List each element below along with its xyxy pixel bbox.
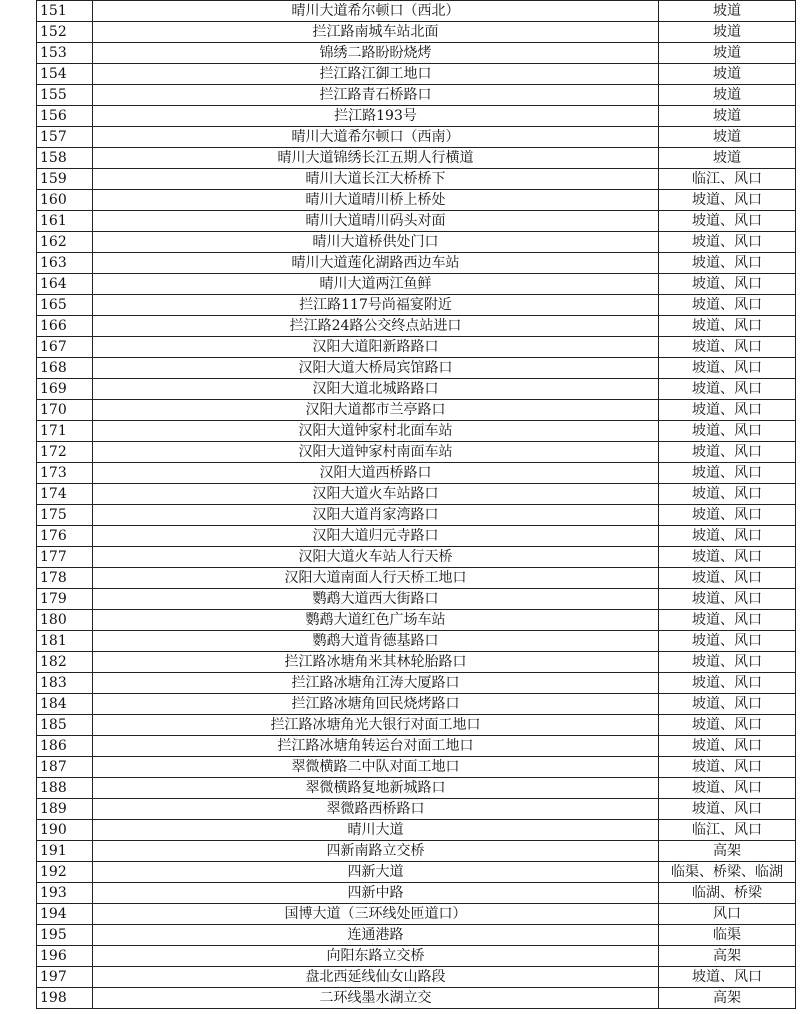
row-number: 192 [37,862,93,883]
hazard-type-cell: 坡道、风口 [659,505,796,526]
table-row [37,652,796,673]
location-cell: 晴川大道晴川桥上桥处 [93,190,659,211]
location-cell: 晴川大道 [93,820,659,841]
row-number: 181 [37,631,93,652]
table-row [37,232,796,253]
location-cell: 翠微路西桥路口 [93,799,659,820]
table-row [37,484,796,505]
table-row [37,820,796,841]
hazard-type-cell: 坡道、风口 [659,715,796,736]
hazard-type-cell: 坡道、风口 [659,778,796,799]
hazard-type-cell: 坡道、风口 [659,757,796,778]
row-number: 170 [37,400,93,421]
hazard-type-cell: 坡道 [659,64,796,85]
location-cell: 汉阳大道南面人行天桥工地口 [93,568,659,589]
row-number: 188 [37,778,93,799]
row-number: 166 [37,316,93,337]
hazard-type-cell: 高架 [659,988,796,1009]
table-row [37,526,796,547]
hazard-type-cell: 坡道 [659,148,796,169]
row-number: 169 [37,379,93,400]
hazard-type-cell: 坡道、风口 [659,442,796,463]
table-row [37,568,796,589]
table-row [37,22,796,43]
hazard-type-cell: 坡道、风口 [659,232,796,253]
location-cell: 四新中路 [93,883,659,904]
location-cell: 汉阳大道肖家湾路口 [93,505,659,526]
table-row [37,673,796,694]
table-row [37,904,796,925]
location-cell: 汉阳大道钟家村北面车站 [93,421,659,442]
hazard-type-cell: 坡道、风口 [659,274,796,295]
table-row [37,799,796,820]
hazard-type-cell: 坡道 [659,127,796,148]
table-row [37,967,796,988]
hazard-type-cell: 坡道、风口 [659,484,796,505]
location-cell: 晴川大道两江鱼鲜 [93,274,659,295]
location-cell: 四新南路立交桥 [93,841,659,862]
hazard-type-cell: 坡道、风口 [659,547,796,568]
row-number: 190 [37,820,93,841]
table-row [37,358,796,379]
table-row [37,85,796,106]
hazard-type-cell: 坡道、风口 [659,526,796,547]
location-cell: 晴川大道晴川码头对面 [93,211,659,232]
table-row [37,106,796,127]
location-cell: 汉阳大道西桥路口 [93,463,659,484]
table-row [37,946,796,967]
row-number: 185 [37,715,93,736]
table-row [37,715,796,736]
location-cell: 汉阳大道火车站路口 [93,484,659,505]
location-cell: 拦江路193号 [93,106,659,127]
table-row [37,883,796,904]
row-number: 173 [37,463,93,484]
hazard-type-cell: 高架 [659,946,796,967]
table-row [37,274,796,295]
location-cell: 汉阳大道阳新路路口 [93,337,659,358]
location-cell: 盘北西延线仙女山路段 [93,967,659,988]
table-row [37,148,796,169]
hazard-type-cell: 坡道、风口 [659,631,796,652]
hazard-type-cell: 临江、风口 [659,820,796,841]
row-number: 182 [37,652,93,673]
location-table [36,0,796,1009]
hazard-type-cell: 坡道、风口 [659,190,796,211]
location-cell: 锦绣二路盼盼烧烤 [93,43,659,64]
table-row [37,862,796,883]
table-row [37,505,796,526]
table-row [37,778,796,799]
row-number: 184 [37,694,93,715]
location-cell: 晴川大道锦绣长江五期人行横道 [93,148,659,169]
table-row [37,316,796,337]
table-row [37,211,796,232]
table-row [37,169,796,190]
row-number: 155 [37,85,93,106]
table-row [37,43,796,64]
row-number: 163 [37,253,93,274]
table-row [37,736,796,757]
location-cell: 汉阳大道都市兰亭路口 [93,400,659,421]
table-row [37,631,796,652]
table-row [37,463,796,484]
location-cell: 翠微横路二中队对面工地口 [93,757,659,778]
row-number: 172 [37,442,93,463]
hazard-type-cell: 风口 [659,904,796,925]
location-cell: 拦江路南城车站北面 [93,22,659,43]
location-cell: 拦江路冰塘角江涛大厦路口 [93,673,659,694]
table-row [37,589,796,610]
row-number: 165 [37,295,93,316]
row-number: 176 [37,526,93,547]
table-row [37,442,796,463]
row-number: 156 [37,106,93,127]
row-number: 153 [37,43,93,64]
location-cell: 汉阳大道火车站人行天桥 [93,547,659,568]
location-cell: 拦江路24路公交终点站进口 [93,316,659,337]
hazard-type-cell: 坡道、风口 [659,379,796,400]
row-number: 197 [37,967,93,988]
row-number: 152 [37,22,93,43]
row-number: 159 [37,169,93,190]
hazard-type-cell: 坡道、风口 [659,673,796,694]
location-cell: 二环线墨水湖立交 [93,988,659,1009]
location-cell: 拦江路冰塘角米其林轮胎路口 [93,652,659,673]
row-number: 191 [37,841,93,862]
hazard-type-cell: 坡道、风口 [659,736,796,757]
hazard-type-cell: 坡道、风口 [659,610,796,631]
location-cell: 翠微横路复地新城路口 [93,778,659,799]
location-cell: 晴川大道长江大桥桥下 [93,169,659,190]
location-cell: 拦江路冰塘角光大银行对面工地口 [93,715,659,736]
location-cell: 拦江路117号尚福宴附近 [93,295,659,316]
hazard-type-cell: 坡道、风口 [659,421,796,442]
row-number: 174 [37,484,93,505]
table-row [37,253,796,274]
location-cell: 鹦鹉大道红色广场车站 [93,610,659,631]
location-cell: 拦江路冰塘角转运台对面工地口 [93,736,659,757]
row-number: 194 [37,904,93,925]
hazard-type-cell: 坡道、风口 [659,568,796,589]
table-row [37,757,796,778]
hazard-type-cell: 临渠 [659,925,796,946]
hazard-type-cell: 坡道、风口 [659,694,796,715]
row-number: 180 [37,610,93,631]
location-cell: 晴川大道桥供处门口 [93,232,659,253]
row-number: 157 [37,127,93,148]
hazard-type-cell: 坡道 [659,43,796,64]
table-row [37,610,796,631]
hazard-type-cell: 坡道、风口 [659,295,796,316]
row-number: 187 [37,757,93,778]
hazard-type-cell: 坡道 [659,85,796,106]
row-number: 183 [37,673,93,694]
location-cell: 拦江路冰塘角回民烧烤路口 [93,694,659,715]
table-row [37,127,796,148]
row-number: 158 [37,148,93,169]
location-cell: 国博大道（三环线处匝道口） [93,904,659,925]
row-number: 168 [37,358,93,379]
row-number: 179 [37,589,93,610]
row-number: 195 [37,925,93,946]
table-row [37,694,796,715]
table-row [37,379,796,400]
row-number: 167 [37,337,93,358]
table-row [37,190,796,211]
hazard-type-cell: 坡道、风口 [659,337,796,358]
row-number: 151 [37,1,93,22]
hazard-type-cell: 坡道 [659,1,796,22]
row-number: 175 [37,505,93,526]
hazard-type-cell: 临江、风口 [659,169,796,190]
table-body [37,1,796,1009]
table-row [37,988,796,1009]
location-cell: 拦江路青石桥路口 [93,85,659,106]
hazard-type-cell: 高架 [659,841,796,862]
row-number: 154 [37,64,93,85]
hazard-type-cell: 坡道 [659,22,796,43]
row-number: 196 [37,946,93,967]
table-row [37,925,796,946]
table-row [37,421,796,442]
hazard-type-cell: 坡道、风口 [659,358,796,379]
location-cell: 鹦鹉大道肯德基路口 [93,631,659,652]
location-cell: 晴川大道希尔顿口（西南） [93,127,659,148]
hazard-type-cell: 坡道、风口 [659,799,796,820]
row-number: 186 [37,736,93,757]
table-row [37,337,796,358]
table-row [37,400,796,421]
location-cell: 四新大道 [93,862,659,883]
location-cell: 拦江路江御工地口 [93,64,659,85]
table-row [37,295,796,316]
row-number: 178 [37,568,93,589]
hazard-type-cell: 坡道、风口 [659,589,796,610]
table-row [37,1,796,22]
hazard-type-cell: 坡道、风口 [659,463,796,484]
row-number: 189 [37,799,93,820]
location-cell: 向阳东路立交桥 [93,946,659,967]
row-number: 177 [37,547,93,568]
table-row [37,547,796,568]
row-number: 160 [37,190,93,211]
hazard-type-cell: 坡道、风口 [659,253,796,274]
location-cell: 汉阳大道钟家村南面车站 [93,442,659,463]
hazard-type-cell: 坡道、风口 [659,211,796,232]
table-row [37,64,796,85]
row-number: 198 [37,988,93,1009]
location-cell: 晴川大道希尔顿口（西北） [93,1,659,22]
location-cell: 鹦鹉大道西大街路口 [93,589,659,610]
hazard-type-cell: 坡道 [659,106,796,127]
location-cell: 汉阳大道归元寺路口 [93,526,659,547]
row-number: 193 [37,883,93,904]
location-cell: 晴川大道莲化湖路西边车站 [93,253,659,274]
location-cell: 连通港路 [93,925,659,946]
hazard-type-cell: 坡道、风口 [659,400,796,421]
row-number: 162 [37,232,93,253]
location-cell: 汉阳大道大桥局宾馆路口 [93,358,659,379]
row-number: 161 [37,211,93,232]
hazard-type-cell: 临湖、桥梁 [659,883,796,904]
table-row [37,841,796,862]
hazard-type-cell: 坡道、风口 [659,652,796,673]
location-cell: 汉阳大道北城路路口 [93,379,659,400]
hazard-type-cell: 坡道、风口 [659,316,796,337]
hazard-type-cell: 临渠、桥梁、临湖 [659,862,796,883]
row-number: 171 [37,421,93,442]
hazard-type-cell: 坡道、风口 [659,967,796,988]
row-number: 164 [37,274,93,295]
